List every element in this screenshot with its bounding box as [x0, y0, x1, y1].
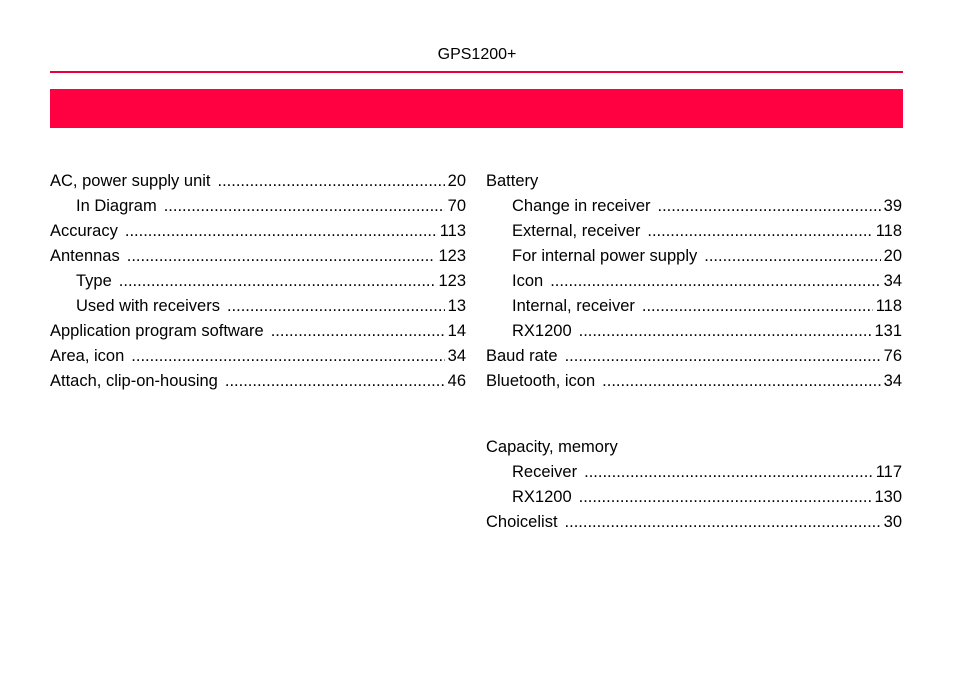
index-page-number: 34: [883, 272, 902, 290]
dot-leader: [119, 269, 436, 294]
index-term: Antennas: [50, 247, 120, 265]
dot-leader: [271, 319, 445, 344]
index-subentry: [50, 294, 466, 319]
index-term: Accuracy: [50, 222, 118, 240]
section-band: [50, 89, 903, 128]
index-entry: [486, 344, 902, 369]
index-page-number: 34: [447, 347, 466, 365]
index-entry: [50, 319, 466, 344]
index-entry: [50, 244, 466, 269]
index-page-number: 20: [447, 172, 466, 190]
index-term: AC, power supply unit: [50, 172, 211, 190]
dot-leader: [565, 344, 881, 369]
dot-leader: [579, 485, 872, 510]
index-term: Bluetooth, icon: [486, 372, 596, 390]
index-subentry: [486, 485, 902, 510]
index-term: Capacity, memory: [486, 438, 618, 456]
index-subentry: [50, 194, 466, 219]
dot-leader: [550, 269, 880, 294]
index-term: Internal, receiver: [512, 297, 635, 315]
index-page-number: 118: [875, 297, 902, 315]
dot-leader: [579, 319, 872, 344]
index-entry: [50, 369, 466, 394]
index-term: Used with receivers: [76, 297, 220, 315]
dot-leader: [658, 194, 881, 219]
header-divider: [50, 71, 903, 73]
index-term: In Diagram: [76, 197, 157, 215]
index-entry: [50, 169, 466, 194]
index-page-number: 14: [447, 322, 466, 340]
index-term: RX1200: [512, 322, 572, 340]
index-page-number: 76: [883, 347, 902, 365]
page-header-title: GPS1200+: [437, 46, 517, 63]
dot-leader: [642, 294, 873, 319]
index-term: Application program software: [50, 322, 264, 340]
index-page-number: 20: [883, 247, 902, 265]
dot-leader: [131, 344, 444, 369]
index-subentry: [486, 460, 902, 485]
index-term: External, receiver: [512, 222, 641, 240]
index-term: Receiver: [512, 463, 578, 481]
index-group-a: [50, 169, 466, 394]
index-term: For internal power supply: [512, 247, 698, 265]
index-group-c: [486, 435, 902, 535]
index-term: Attach, clip-on-housing: [50, 372, 218, 390]
index-entry: [486, 169, 902, 194]
index-page-number: 34: [883, 372, 902, 390]
index-term: Battery: [486, 172, 539, 190]
index-entry: [486, 369, 902, 394]
dot-leader: [227, 294, 445, 319]
index-page-number: 113: [439, 222, 466, 240]
index-subentry: [486, 294, 902, 319]
index-page-number: 130: [874, 488, 902, 506]
index-subentry: [486, 269, 902, 294]
index-entry: [486, 435, 902, 460]
dot-leader: [704, 244, 880, 269]
index-page-number: 131: [874, 322, 902, 340]
index-subentry: [486, 244, 902, 269]
index-page-number: 123: [438, 272, 466, 290]
index-entry: [486, 510, 902, 535]
dot-leader: [125, 219, 437, 244]
dot-leader: [565, 510, 881, 535]
dot-leader: [584, 460, 873, 485]
index-page-number: 118: [875, 222, 902, 240]
index-page-number: 70: [447, 197, 466, 215]
index-page-number: 117: [875, 463, 902, 481]
dot-leader: [218, 169, 445, 194]
index-subentry: [486, 194, 902, 219]
index-subentry: [486, 319, 902, 344]
dot-leader: [647, 219, 872, 244]
index-term: Baud rate: [486, 347, 558, 365]
index-page-number: 39: [883, 197, 902, 215]
index-page-number: 46: [447, 372, 466, 390]
index-column-right: [486, 169, 902, 535]
index-entry: [50, 219, 466, 244]
index-term: Icon: [512, 272, 544, 290]
index-subentry: [50, 269, 466, 294]
index-column-left: [50, 169, 466, 394]
index-term: Area, icon: [50, 347, 125, 365]
index-subentry: [486, 219, 902, 244]
index-entry: [50, 344, 466, 369]
index-term: Choicelist: [486, 513, 558, 531]
index-page-number: 30: [883, 513, 902, 531]
index-term: RX1200: [512, 488, 572, 506]
index-group-b: [486, 169, 902, 394]
index-term: Type: [76, 272, 112, 290]
index-page-number: 123: [438, 247, 466, 265]
index-term: Change in receiver: [512, 197, 651, 215]
dot-leader: [164, 194, 445, 219]
dot-leader: [602, 369, 880, 394]
dot-leader: [225, 369, 445, 394]
index-page-number: 13: [447, 297, 466, 315]
dot-leader: [127, 244, 436, 269]
